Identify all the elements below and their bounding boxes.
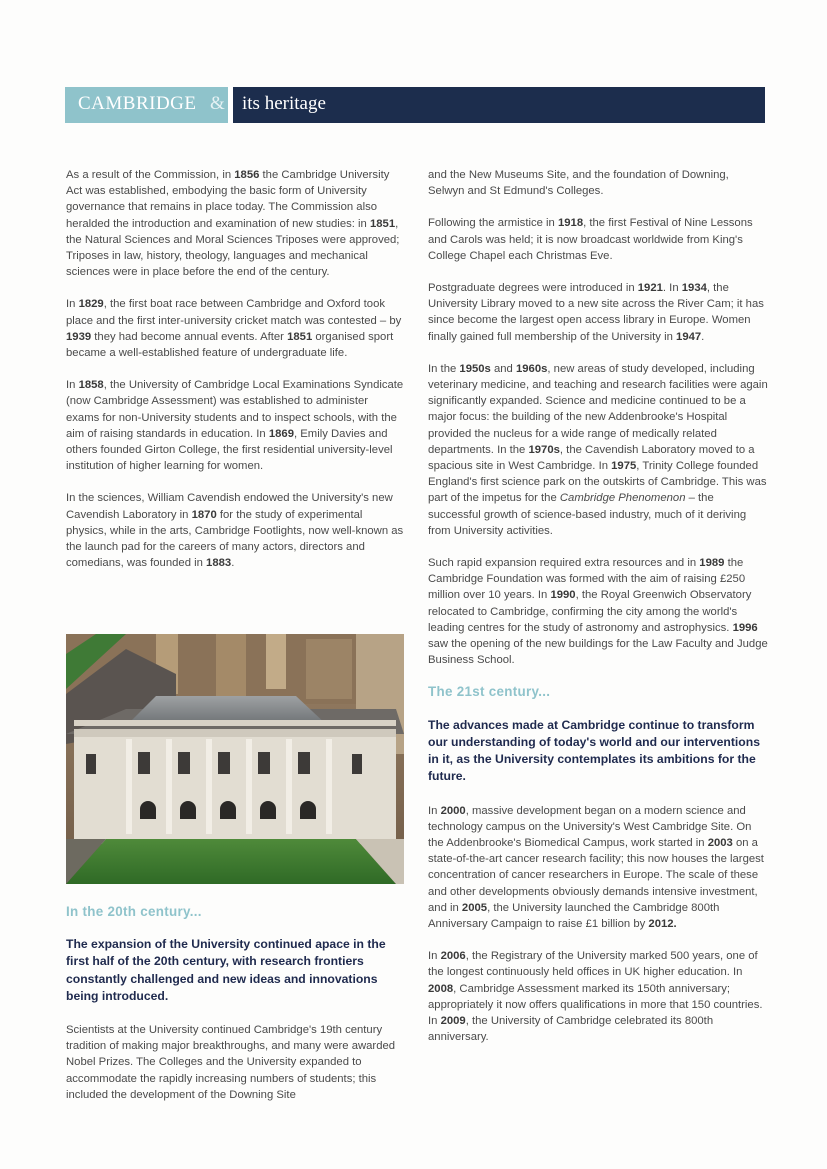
paragraph-text: , the University launched the Cambridge 800th Anniversary Campaign to raise £1 billion by	[428, 901, 720, 930]
highlighted-year: 1934	[681, 282, 707, 295]
left-lower-column	[66, 904, 406, 1119]
paragraph	[428, 555, 768, 668]
highlighted-year: 2012.	[648, 917, 677, 930]
paragraph-text: In	[428, 950, 441, 963]
left-column-paragraphs	[66, 167, 404, 571]
paragraph	[66, 296, 404, 361]
paragraph-text: the Cambridge Foundation was formed with the aim of raising £250 million over 10 years. In	[428, 557, 746, 602]
paragraph-text: – the successful growth of science-based industry, much of it deriving from University activities.	[428, 492, 747, 537]
paragraph	[428, 280, 768, 345]
highlighted-year: 2009	[440, 1014, 466, 1027]
paragraph-text: , the Registrary of the University marked 500 years, one of the longest continuously held offices in UK higher education. In	[428, 950, 758, 979]
paragraph	[428, 361, 768, 539]
highlighted-year: 1858	[78, 379, 104, 392]
highlighted-year: 1851	[369, 217, 396, 230]
highlighted-year: 1939	[66, 330, 92, 343]
paragraph-text: Such rapid expansion required extra resources and in	[428, 557, 700, 570]
paragraph-text: , Cambridge Assessment marked its 150th anniversary; appropriately it now offers qualifications in more that 150 countries. In	[428, 982, 763, 1027]
paragraph-text: , the first Festival of Nine Lessons and Carols was held; it is now broadcast worldwide from King's College Chapel each Christmas Eve.	[428, 217, 753, 262]
highlighted-year: 1870	[191, 508, 217, 521]
paragraph-text: , the first boat race between Cambridge and Oxford took place and the first inter-university cricket match was contested – by	[66, 298, 402, 327]
section-title-21st-century: The 21st century...	[428, 684, 551, 700]
highlighted-year: 1883	[206, 557, 232, 570]
paragraph-text: In	[66, 379, 79, 392]
paragraph-text: organised sport became a well-established feature of undergraduate life.	[66, 330, 394, 360]
paragraph-text: Postgraduate degrees were introduced in	[428, 282, 638, 295]
header-subtitle: its heritage	[242, 93, 326, 114]
paragraph-text: the Cambridge University Act was established, embodying the basic form of University governance that remains in place today. The Commission also heralded the introduction and examination of new studies: in	[66, 169, 390, 230]
highlighted-year: 1950s	[459, 362, 491, 375]
paragraph-text: , the Cavendish Laboratory moved to a spacious site in West Cambridge. In	[428, 443, 755, 473]
paragraph-text: In the sciences, William Cavendish endowed the University's new Cavendish Laboratory in	[66, 492, 393, 521]
paragraph-text: , the Royal Greenwich Observatory relocated to Cambridge, confirming the city among the world's leading centres for the study of astronomy and astrophysics.	[428, 589, 752, 634]
highlighted-year: 1975	[611, 460, 637, 473]
highlighted-year: 1990	[550, 589, 576, 602]
right-column	[428, 167, 768, 1061]
highlighted-year: 2000	[440, 804, 466, 817]
paragraph	[428, 167, 768, 199]
paragraph-text: , Trinity College founded England's first science park on the outskirts of Cambridge. This was part of the impetus for the	[428, 460, 767, 505]
highlighted-year: 2006	[440, 950, 466, 963]
section-body-21st-century	[428, 803, 768, 1046]
senate-house-photo	[66, 634, 404, 884]
paragraph	[66, 377, 404, 474]
header-brand-block	[65, 87, 228, 123]
page-header	[65, 87, 765, 123]
paragraph-text: , the University of Cambridge celebrated its 800th anniversary.	[428, 1014, 714, 1044]
paragraph-text: As a result of the Commission, in	[66, 169, 235, 181]
paragraph-text: .	[231, 557, 235, 570]
header-divider	[228, 87, 233, 123]
highlighted-year: 2005	[461, 901, 488, 914]
paragraph-text: . In	[662, 282, 682, 295]
paragraph-text: In	[428, 804, 441, 817]
highlighted-year: 1856	[234, 169, 260, 181]
header-brand-text: CAMBRIDGE	[78, 93, 197, 114]
highlighted-year: 2008	[428, 982, 454, 995]
paragraph-text: .	[701, 330, 705, 343]
highlighted-year: 1921	[637, 282, 663, 295]
paragraph-text: saw the opening of the new buildings for the Law Faculty and Judge Business School.	[428, 638, 768, 667]
paragraph-text: for the study of experimental physics, while in the arts, Cambridge Footlights, now well-known as the launch pad for the careers of many actors, directors and comedians, was founded in	[66, 508, 404, 570]
highlighted-year: 1869	[268, 427, 294, 440]
paragraph	[66, 490, 404, 571]
senate-house-illustration	[66, 634, 404, 884]
paragraph-text: , the Natural Sciences and Moral Sciences Triposes were approved; Triposes in law, history, theology, languages and mechanical sciences were in place before the end of the century.	[66, 217, 400, 279]
paragraph-text: , the University Library moved to a new site across the River Cam; it has since become the largest open access library in Europe. Women finally gained full membership of the University in	[428, 282, 764, 343]
right-column-paragraphs	[428, 167, 768, 668]
section-lead-21st-century: The advances made at Cambridge continue to transform our understanding of today's world and our interventions in it, as the University contemplates its ambitions for the future.	[428, 717, 760, 784]
highlighted-year: 1918	[557, 217, 584, 230]
paragraph-text: , the University of Cambridge Local Examinations Syndicate (now Cambridge Assessment) was established to administer exams for non-University students and to inspect schools, with the aim of raising standards in education. In	[66, 379, 404, 440]
left-column	[66, 167, 404, 587]
highlighted-year: 1996	[732, 621, 758, 634]
highlighted-year: 1960s	[515, 362, 548, 375]
paragraph-text: , new areas of study developed, including veterinary medicine, and teaching and research facilities were again significantly expanded. Science and medicine continued to be a major focus: the building of the new Addenbrooke's Hospital provided the nucleus for a wide range of medically related departments. In the	[428, 362, 768, 456]
paragraph	[66, 167, 404, 280]
section-title-20th-century: In the 20th century...	[66, 904, 202, 919]
paragraph	[428, 803, 768, 933]
paragraph-text: Following the armistice in	[428, 217, 558, 230]
highlighted-year: 1829	[78, 298, 104, 311]
italic-term: Cambridge Phenomenon	[559, 492, 686, 505]
section-lead-20th-century: The expansion of the University continued apace in the first half of the 20th century, with research frontiers constantly challenged and new ideas and innovations being introduced.	[66, 937, 386, 1003]
highlighted-year: 1989	[699, 557, 725, 570]
highlighted-year: 1851	[287, 330, 313, 343]
paragraph-text: they had become annual events. After	[91, 330, 288, 343]
paragraph-text: In the	[428, 362, 460, 375]
header-ampersand: &	[210, 93, 225, 114]
paragraph	[428, 948, 768, 1045]
paragraph-text: and	[490, 362, 516, 375]
paragraph-text: and the New Museums Site, and the foundation of Downing, Selwyn and St Edmund's Colleges.	[428, 169, 729, 198]
paragraph-text: on a state-of-the-art cancer research facility; this now houses the largest concentration of cancer researchers in Europe. The scale of these and other developments obviously demands intensive investment, and in	[428, 836, 764, 914]
paragraph-text: In	[66, 298, 79, 311]
highlighted-year: 2003	[707, 836, 733, 849]
highlighted-year: 1947	[676, 330, 702, 343]
paragraph-text: , Emily Davies and others founded Girton College, the first residential university-level institution of higher learning for women.	[66, 427, 393, 473]
highlighted-year: 1970s	[528, 443, 560, 456]
section-body-20th-century: Scientists at the University continued Cambridge's 19th century tradition of making major breakthroughs, and many were awarded Nobel Prizes. The Colleges and the University expanded to accommodate the rapidly increasing numbers of students; this included the development of the Downing Site	[66, 1024, 396, 1101]
paragraph-text: , massive development began on a modern science and technology campus on the University's West Cambridge Site. On the Addenbrooke's Biomedical Campus, work started in	[428, 804, 752, 849]
paragraph	[428, 215, 768, 264]
